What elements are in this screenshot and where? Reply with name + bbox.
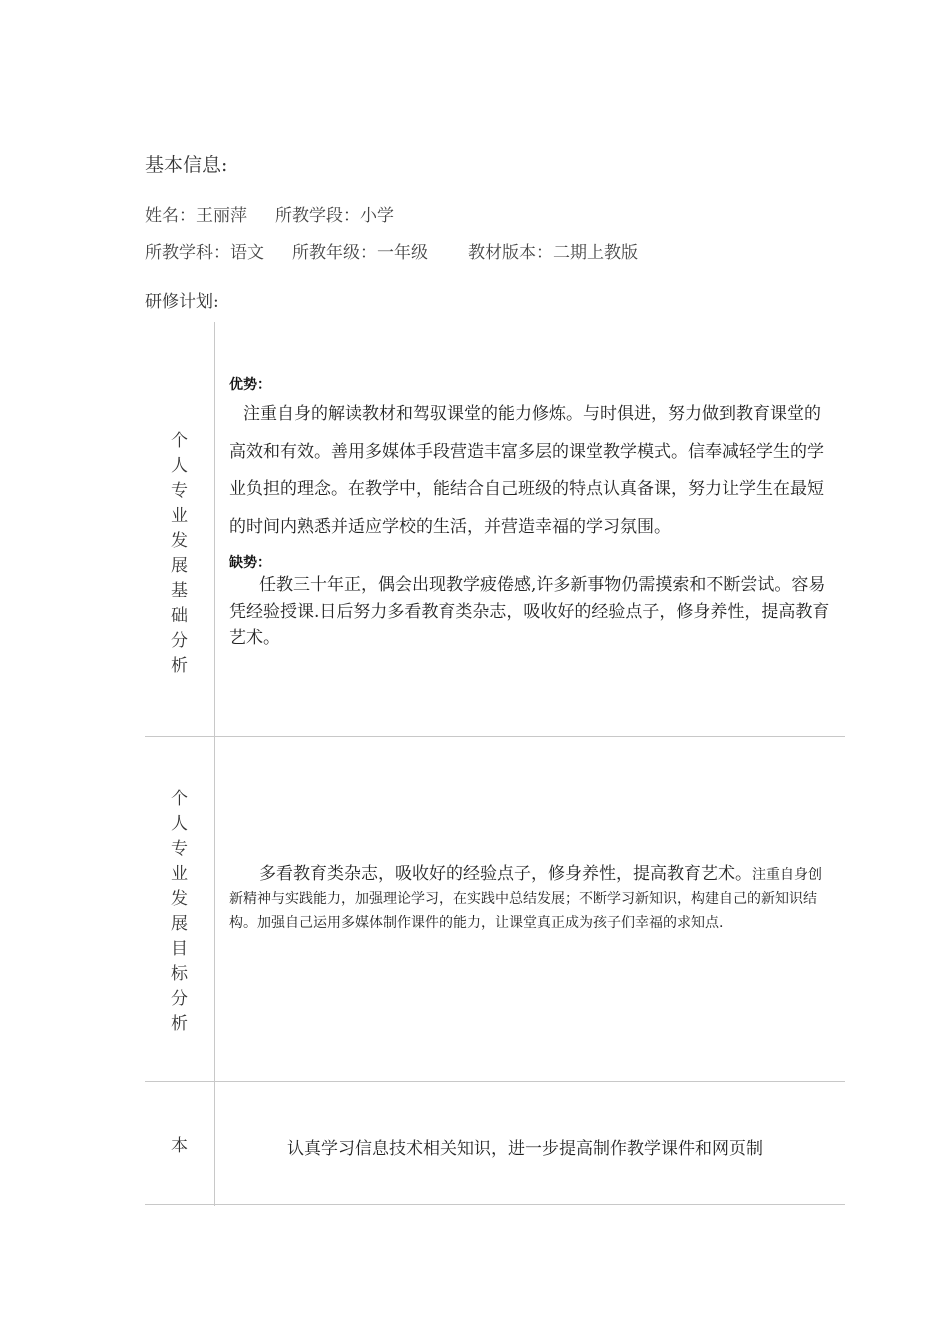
column-divider — [214, 322, 215, 1206]
basic-info-heading: 基本信息: — [145, 154, 228, 176]
teaching-grade: 所教年级：一年级 — [292, 243, 428, 263]
info-line-1 — [145, 201, 422, 226]
row-label-3: 本 — [171, 1136, 188, 1156]
goal-text-rest: 注重自身创新精神与实践能力，加强理论学习，在实践中总结发展；不断学习新知识，构建自己的新知识结构。加强自己运用多媒体制作课件的能力，让课堂真正成为孩子们幸福的求知点. — [229, 867, 822, 931]
goal-analysis-cell — [229, 862, 834, 935]
row-divider — [145, 1081, 845, 1082]
teaching-stage: 所教学段：小学 — [275, 206, 394, 226]
plan-heading: 研修计划: — [145, 292, 219, 312]
row-label-basis-analysis: 个 人 专 业 发 展 基 础 分 析 — [171, 431, 188, 676]
teaching-subject: 所教学科：语文 — [145, 243, 264, 263]
info-line-2 — [145, 238, 666, 263]
row-divider — [145, 736, 845, 737]
row-label-goal-analysis: 个 人 专 业 发 展 目 标 分 析 — [171, 789, 188, 1034]
basis-analysis-cell — [229, 374, 834, 652]
goal-text — [229, 862, 834, 935]
strength-text: 注重自身的解读教材和驾驭课堂的能力修炼。与时俱进，努力做到教育课堂的高效和有效。善用多媒体手段营造丰富多层的课堂教学模式。信奉减轻学生的学业负担的理念。在教学中，能结合自己班级的特点认真备课，努力让学生在最短的时间内熟悉并适应学校的生活，并营造幸福的学习氛围。 — [229, 404, 824, 537]
teacher-name: 姓名：王丽萍 — [145, 206, 247, 226]
weakness-heading: 缺势： — [229, 555, 271, 571]
row-3-cell — [229, 1134, 834, 1159]
plan-table — [145, 322, 845, 1206]
textbook-edition: 教材版本：二期上教版 — [468, 243, 638, 263]
row-divider — [145, 1204, 845, 1205]
weakness-text: 任教三十年正，偶会出现教学疲倦感,许多新事物仍需摸索和不断尝试。容易凭经验授课.日后努力多看教育类杂志，吸收好的经验点子，修身养性，提高教育艺术。 — [229, 575, 830, 648]
strength-heading: 优势： — [229, 377, 271, 393]
goal-text-lead: 多看教育类杂志，吸收好的经验点子，修身养性，提高教育艺术。 — [259, 864, 752, 884]
row-3-text: 认真学习信息技术相关知识，进一步提高制作教学课件和网页制 — [287, 1139, 763, 1159]
